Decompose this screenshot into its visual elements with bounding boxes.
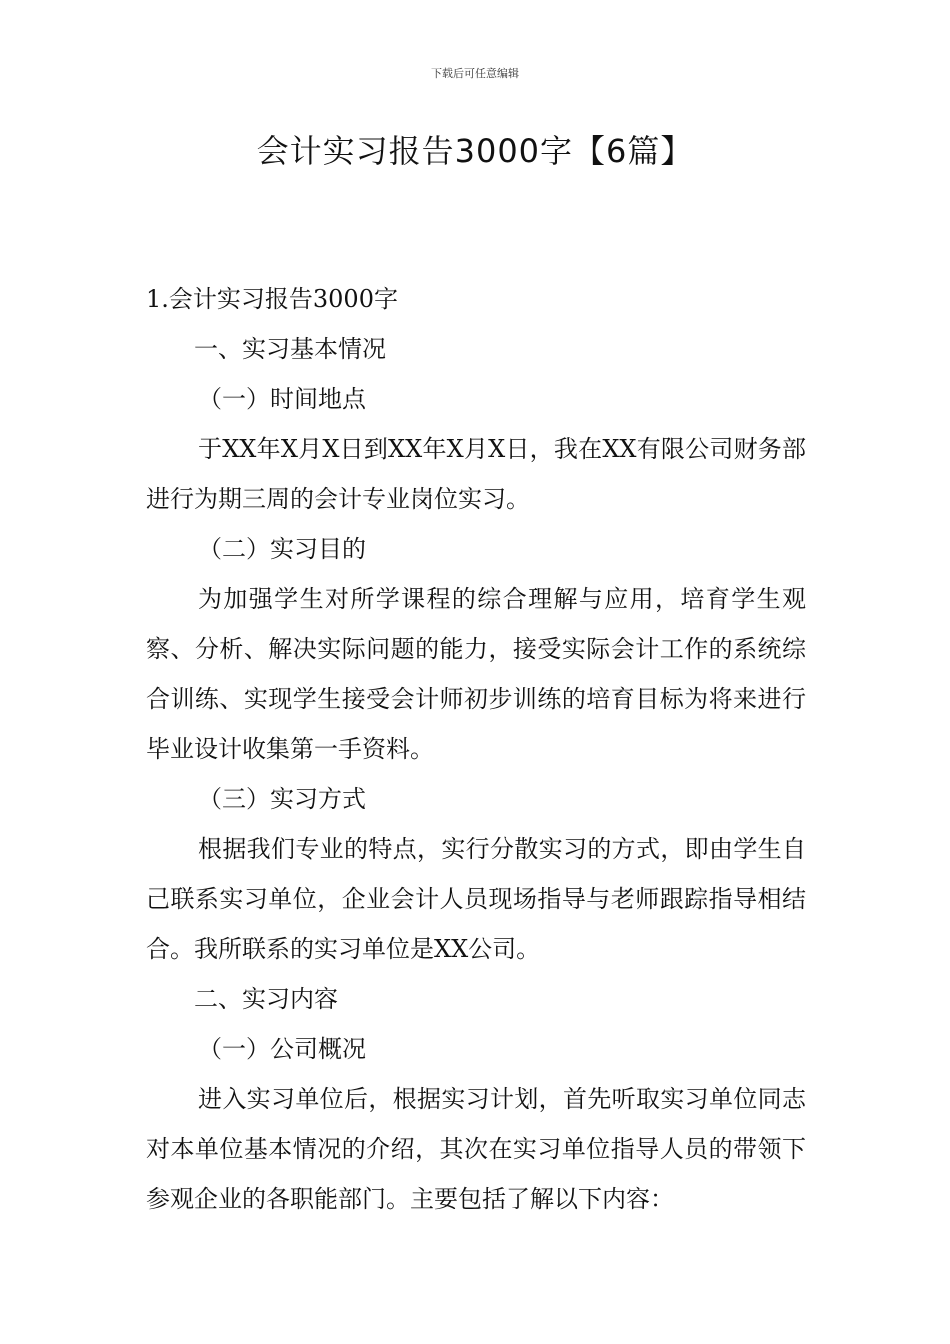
subheading-purpose: （二）实习目的 <box>198 535 366 563</box>
document-body <box>146 274 806 1224</box>
heading-basic-situation: 一、实习基本情况 <box>194 335 386 363</box>
subheading-time-place: （一）时间地点 <box>198 385 366 413</box>
page-header-note: 下载后可任意编辑 <box>431 67 519 80</box>
subheading-method: （三）实习方式 <box>198 785 366 813</box>
section-title: 1.会计实习报告3000字 <box>146 285 398 313</box>
document-title: 会计实习报告3000字【6篇】 <box>256 132 694 170</box>
heading-content: 二、实习内容 <box>194 985 338 1013</box>
paragraph-method: 根据我们专业的特点，实行分散实习的方式，即由学生自己联系实习单位，企业会计人员现场指导与老师跟踪指导相结合。我所联系的实习单位是XX公司。 <box>146 835 806 963</box>
paragraph-purpose: 为加强学生对所学课程的综合理解与应用，培育学生观察、分析、解决实际问题的能力，接受实际会计工作的系统综合训练、实现学生接受会计师初步训练的培育目标为将来进行毕业设计收集第一手资料。 <box>146 585 806 763</box>
paragraph-time-place: 于XX年X月X日到XX年X月X日，我在XX有限公司财务部进行为期三周的会计专业岗位实习。 <box>146 435 806 513</box>
paragraph-company-overview: 进入实习单位后，根据实习计划，首先听取实习单位同志对本单位基本情况的介绍，其次在实习单位指导人员的带领下参观企业的各职能部门。主要包括了解以下内容： <box>146 1085 806 1213</box>
subheading-company-overview: （一）公司概况 <box>198 1035 366 1063</box>
